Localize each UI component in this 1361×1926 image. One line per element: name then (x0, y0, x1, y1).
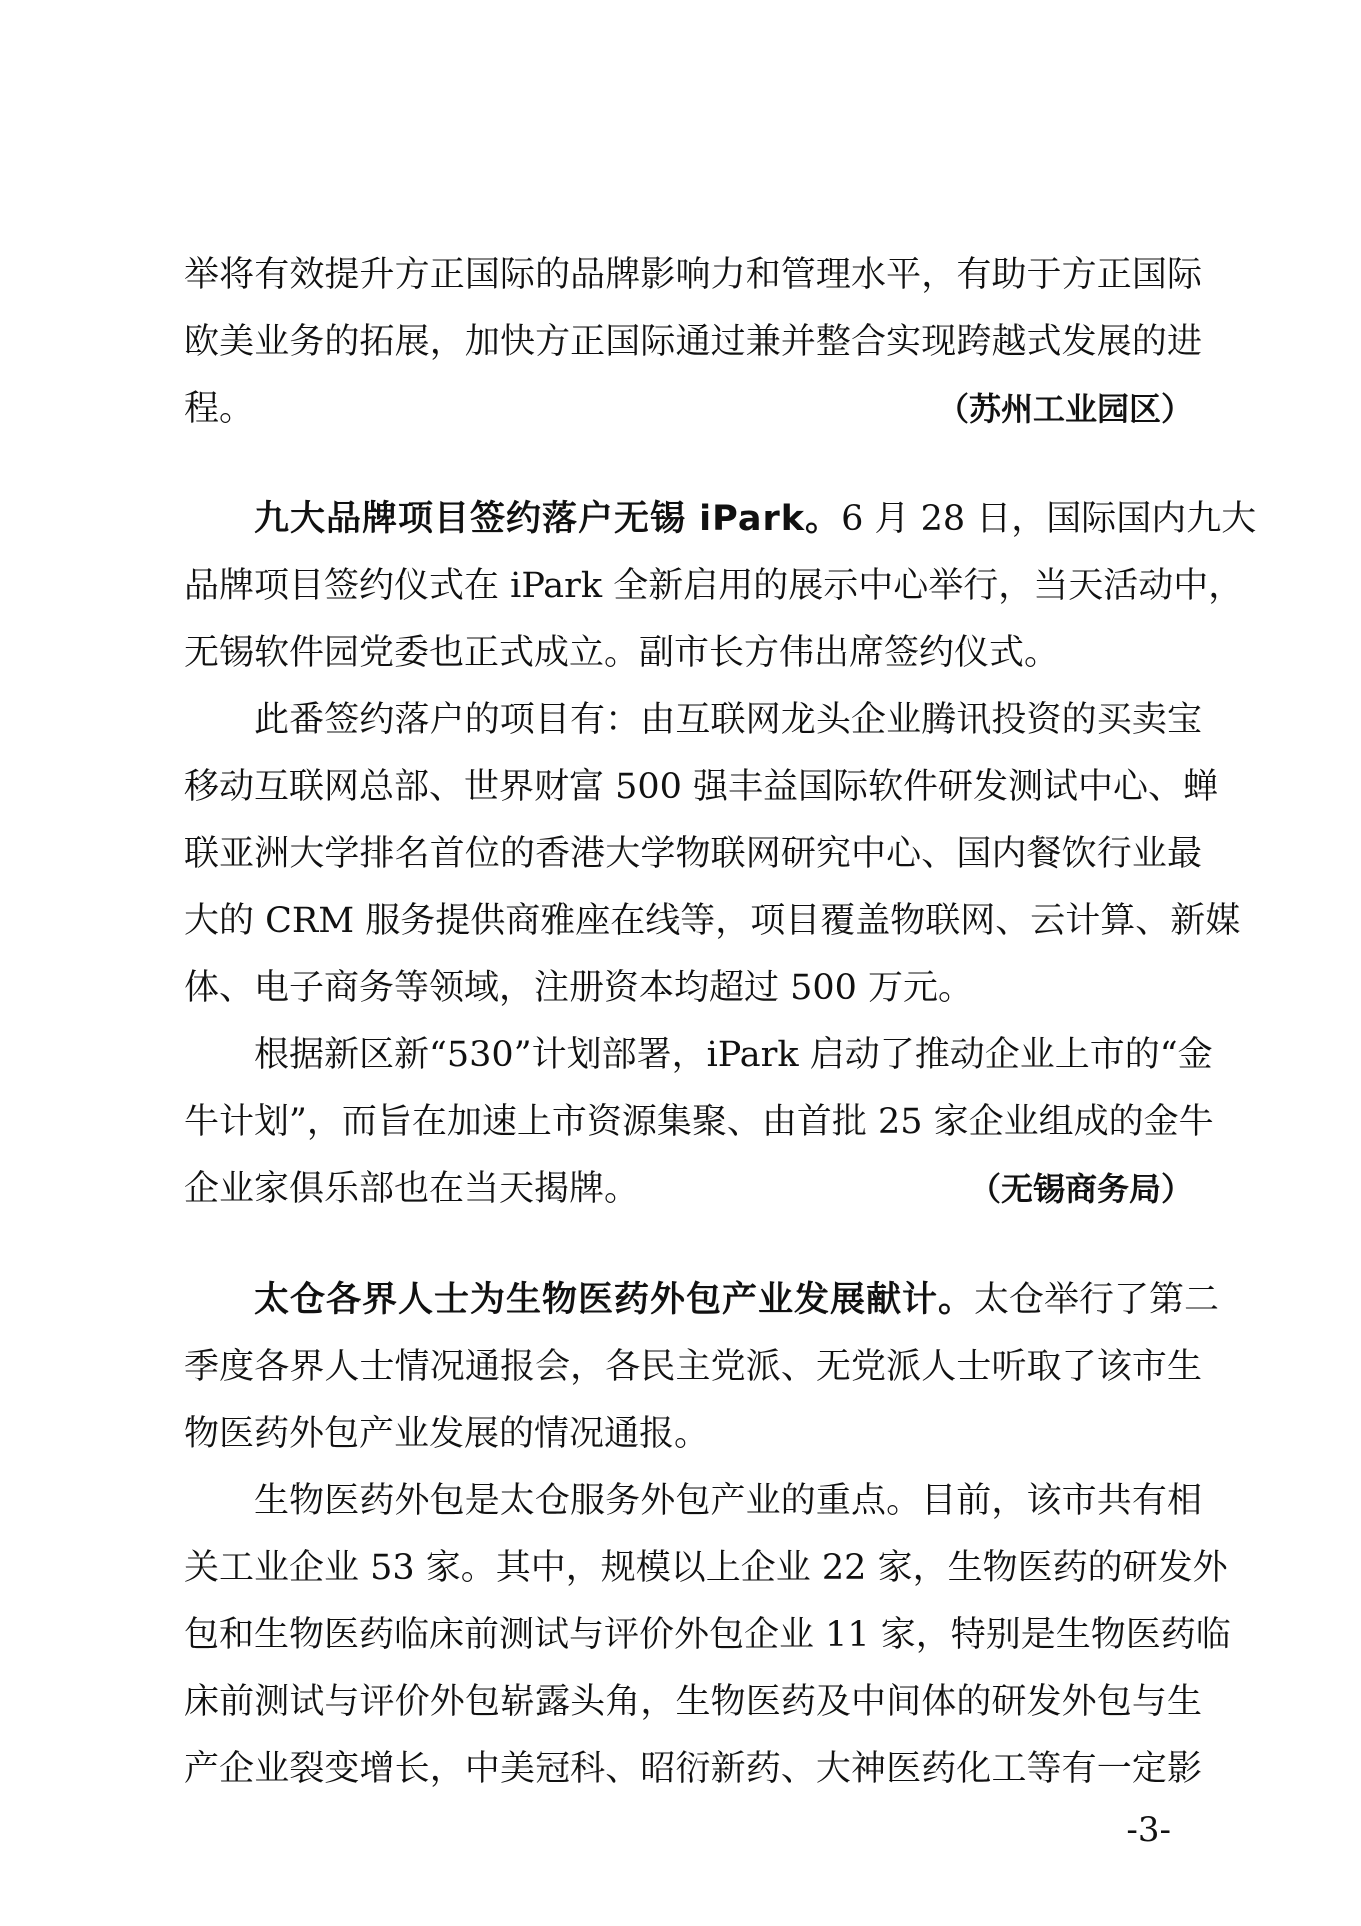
paragraph-line (254, 1280, 1220, 1320)
paragraph-line: 程。 (184, 389, 255, 429)
paragraph-line: 体、电子商务等领域，注册资本均超过 500 万元。 (184, 968, 974, 1008)
paragraph-line: 季度各界人士情况通报会，各民主党派、无党派人士听取了该市生 (184, 1347, 1202, 1387)
paragraph-line: 床前测试与评价外包崭露头角，生物医药及中间体的研发外包与生 (184, 1682, 1202, 1722)
paragraph-text: 太仓举行了第二 (974, 1280, 1220, 1320)
paragraph-line: 无锡软件园党委也正式成立。副市长方伟出席签约仪式。 (184, 633, 1060, 673)
paragraph-line: 生物医药外包是太仓服务外包产业的重点。目前，该市共有相 (254, 1481, 1202, 1521)
source-attribution: （无锡商务局） (968, 1170, 1193, 1208)
paragraph-line: 牛计划”，而旨在加速上市资源集聚、由首批 25 家企业组成的金牛 (184, 1102, 1214, 1142)
source-attribution: （苏州工业园区） (936, 390, 1193, 428)
paragraph-line (254, 499, 1257, 539)
article-title: 九大品牌项目签约落户无锡 iPark。 (254, 499, 842, 539)
paragraph-line: 产企业裂变增长，中美冠科、昭衍新药、大神医药化工等有一定影 (184, 1749, 1202, 1789)
paragraph-line: 根据新区新“530”计划部署，iPark 启动了推动企业上市的“金 (254, 1035, 1213, 1075)
article-title: 太仓各界人士为生物医药外包产业发展献计。 (254, 1280, 975, 1320)
paragraph-text: 6 月 28 日，国际国内九大 (841, 499, 1257, 539)
paragraph-line: 欧美业务的拓展，加快方正国际通过兼并整合实现跨越式发展的进 (184, 322, 1202, 362)
paragraph-line: 关工业企业 53 家。其中，规模以上企业 22 家，生物医药的研发外 (184, 1548, 1228, 1588)
paragraph-line: 大的 CRM 服务提供商雅座在线等，项目覆盖物联网、云计算、新媒 (184, 901, 1241, 941)
paragraph-line: 举将有效提升方正国际的品牌影响力和管理水平，有助于方正国际 (184, 255, 1202, 295)
paragraph-line: 移动互联网总部、世界财富 500 强丰益国际软件研发测试中心、蝉 (184, 767, 1219, 807)
paragraph-line: 品牌项目签约仪式在 iPark 全新启用的展示中心举行，当天活动中， (184, 566, 1244, 606)
paragraph-line: 企业家俱乐部也在当天揭牌。 (184, 1169, 640, 1209)
paragraph-line: 联亚洲大学排名首位的香港大学物联网研究中心、国内餐饮行业最 (184, 834, 1202, 874)
paragraph-line: 此番签约落户的项目有：由互联网龙头企业腾讯投资的买卖宝 (254, 700, 1202, 740)
page-number: -3- (1126, 1810, 1171, 1850)
paragraph-line: 物医药外包产业发展的情况通报。 (184, 1414, 710, 1454)
paragraph-line: 包和生物医药临床前测试与评价外包企业 11 家，特别是生物医药临 (184, 1615, 1231, 1655)
